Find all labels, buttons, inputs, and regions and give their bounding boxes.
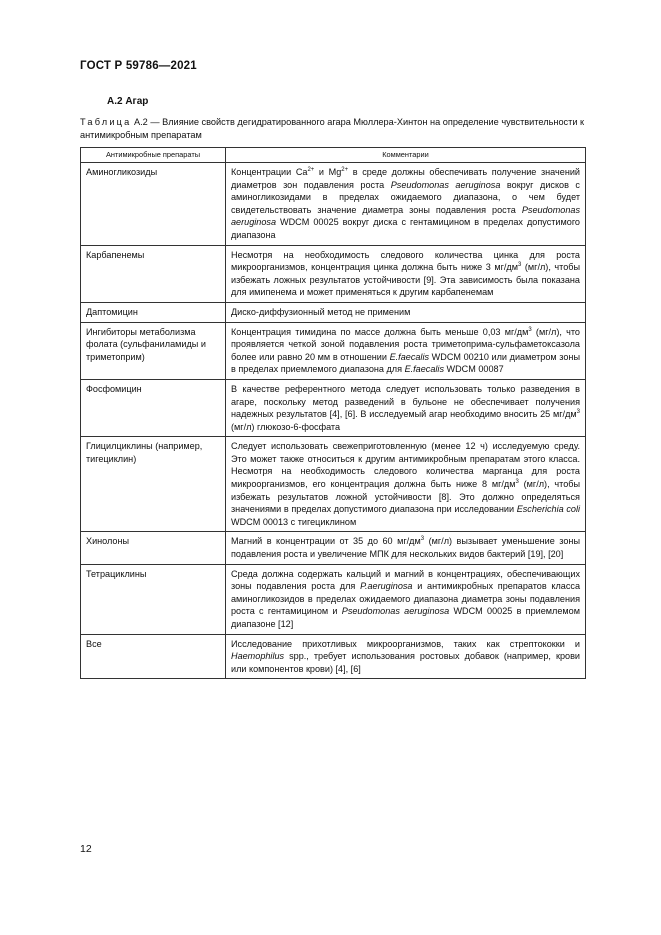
comment-cell: Исследование прихотливых микроорганизмов, таких как стрептококки и Haemophilus spp., требует использования ростовых добавок (например, крови или компонентов крови) [4], [6] (226, 634, 586, 679)
table-row (81, 322, 586, 379)
table-row (81, 245, 586, 302)
table-row (81, 379, 586, 436)
drug-cell: Глицилциклины (например, тигециклин) (81, 437, 226, 532)
comment-cell: В качестве референтного метода следует использовать только разведения в агаре, поскольку метод разведений в бульоне не обеспечивает получения надежных результатов [4], [6]. В исследуемый агар необходимо вносить 25 $мг/дм^3$ (мг/л) глюкозо-6-фосфата (226, 379, 586, 436)
comment-cell: Концентрация тимидина по массе должна быть меньше 0,03 $мг/дм^3$ (мг/л), что проявляется четкой зоной подавления роста триметоприма-сульфаметоксазола более или равно 20 мм в отношении E.faecalis WDCM 00210 или диаметром зоны в пределах приемлемого диапазона для E.faecalis WDCM 00087 (226, 322, 586, 379)
table-row (81, 163, 586, 246)
comment-cell: Среда должна содержать кальций и магний в концентрациях, обеспечивающих зоны подавления роста для P.aeruginosa и антимикробных препаратов класса аминогликозидов в пределах ожидаемого диапазона диаметра зоны подавления роста с гентамицином и Pseudomonas aeruginosa WDCM 00025 в приемлемом диапазоне [12] (226, 564, 586, 634)
drug-cell: Ингибиторы метаболизма фолата (сульфаниламиды и триметоприм) (81, 322, 226, 379)
drug-cell: Даптомицин (81, 302, 226, 322)
drug-cell: Карбапенемы (81, 245, 226, 302)
comment-cell: Концентрации $Ca^{2+}$ и $Mg^{2+}$ в среде должны обеспечивать получение значений диаметров зон подавления роста Pseudomonas aeruginosa вокруг дисков с аминогликозидами в пределах ожидаемого диапазона, о чем будет свидетельствовать значение диаметра зоны подавления роста Pseudomonas aeruginosa WDCM 00025 вокруг диска с гентамицином в пределах допустимого диапазона (226, 163, 586, 246)
table-row (81, 532, 586, 564)
table-header-row (81, 148, 586, 163)
page-number: 12 (80, 843, 92, 855)
table-caption (80, 116, 585, 141)
standard-number: ГОСТ Р 59786—2021 (80, 60, 197, 72)
table-row (81, 302, 586, 322)
comment-cell: Следует использовать свежеприготовленную (менее 12 ч) исследуемую среду. Это может также относиться к другим антимикробным препаратам этого класса. Несмотря на необходимость следового количества марганца для роста микроорганизмов, его концентрация должна быть ниже 8 $мг/дм^3$ (мг/л), чтобы избежать результатов ложной устойчивости [8]. Это должно определяться значениями в пределах допустимого диапазона при исследовании Escherichia coli WDCM 00013 с тигециклином (226, 437, 586, 532)
drug-cell: Аминогликозиды (81, 163, 226, 246)
section-title: А.2 Агар (107, 96, 149, 107)
comment-cell: Несмотря на необходимость следового количества цинка для роста микроорганизмов, концентрация цинка должна быть ниже 3 $мг/дм^3$ (мг/л), чтобы избежать ложных результатов устойчивости [9]. Эта зависимость была показана для имипенема и может применяться к другим карбапенемам (226, 245, 586, 302)
caption-text: А.2 — Влияние свойств дегидратированного агара Мюллера-Хинтон на определение чувствительности к антимикробным препаратам (80, 117, 585, 140)
comment-cell: Диско-диффузионный метод не применим (226, 302, 586, 322)
column-header-drugs: Антимикробные препараты (81, 148, 226, 163)
comparison-table (80, 147, 586, 679)
table-row (81, 437, 586, 532)
comment-cell: Магний в концентрации от 35 до 60 $мг/дм^3$ (мг/л) вызывает уменьшение зоны подавления роста и увеличение МПК для нескольких видов бактерий [19], [20] (226, 532, 586, 564)
drug-cell: Фосфомицин (81, 379, 226, 436)
caption-label: Таблица (80, 117, 132, 127)
table-row (81, 634, 586, 679)
drug-cell: Тетрациклины (81, 564, 226, 634)
drug-cell: Все (81, 634, 226, 679)
table-body (81, 163, 586, 679)
drug-cell: Хинолоны (81, 532, 226, 564)
table-row (81, 564, 586, 634)
column-header-comments: Комментарии (226, 148, 586, 163)
